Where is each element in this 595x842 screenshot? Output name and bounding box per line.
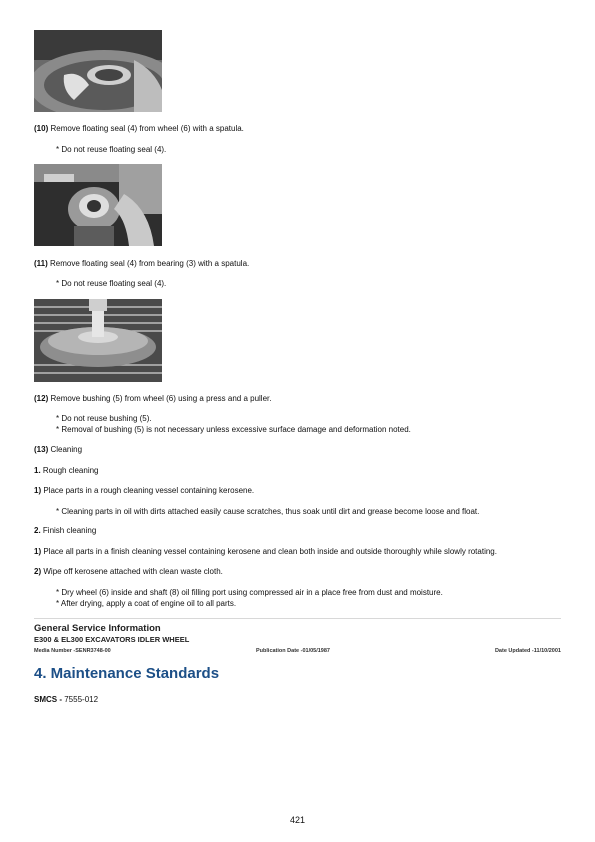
step-12 <box>34 394 561 404</box>
step-11 <box>34 259 561 269</box>
smcs-value: 7555-012 <box>64 695 99 704</box>
step-13 <box>34 445 561 455</box>
step-number: 2. <box>34 526 41 535</box>
note: * Do not reuse floating seal (4). <box>56 145 167 154</box>
step-text: Place all parts in a finish cleaning vessel containing kerosene and clean both inside and outside thoroughly while slowly rotating. <box>43 547 497 556</box>
step-text: Remove floating seal (4) from wheel (6) with a spatula. <box>50 124 244 133</box>
step-text: Wipe off kerosene attached with clean waste cloth. <box>43 567 223 576</box>
note: * After drying, apply a coat of engine oil to all parts. <box>56 599 237 608</box>
note: * Removal of bushing (5) is not necessary unless excessive surface damage and deformation noted. <box>56 425 411 434</box>
step-number: 1) <box>34 547 42 556</box>
note: * Do not reuse floating seal (4). <box>56 279 167 288</box>
step-text: Rough cleaning <box>42 466 99 475</box>
step-number: (12) <box>34 394 49 403</box>
date-updated: Date Updated -11/10/2001 <box>494 648 561 654</box>
cleaning-finish <box>34 526 561 536</box>
smcs-label: SMCS - <box>34 695 62 704</box>
step-number: (13) <box>34 445 49 454</box>
step-number: (11) <box>34 259 48 268</box>
step-10 <box>34 124 561 134</box>
photo-remove-seal-wheel <box>34 30 162 112</box>
cleaning-finish-1 <box>34 547 561 557</box>
photo-remove-bushing <box>34 299 162 382</box>
photo-remove-seal-bearing <box>34 164 162 246</box>
step-text: Cleaning <box>50 445 83 454</box>
step-text: Remove floating seal (4) from bearing (3) with a spatula. <box>50 259 250 268</box>
step-number: 1) <box>34 486 42 495</box>
step-text: Finish cleaning <box>42 526 97 535</box>
section-title: 4. Maintenance Standards <box>34 665 220 682</box>
note: * Do not reuse bushing (5). <box>56 414 152 423</box>
smcs-line <box>34 695 98 704</box>
cleaning-rough-1 <box>34 486 561 496</box>
step-text: Remove bushing (5) from wheel (6) using a press and a puller. <box>50 394 272 403</box>
publication-date: Publication Date -01/05/1987 <box>256 648 330 654</box>
step-number: 1. <box>34 466 41 475</box>
page-number: 421 <box>289 815 306 825</box>
media-number: Media Number -SENR3748-00 <box>34 648 111 654</box>
cleaning-finish-2 <box>34 567 561 577</box>
step-number: 2) <box>34 567 42 576</box>
cleaning-rough <box>34 466 561 476</box>
step-text: Place parts in a rough cleaning vessel containing kerosene. <box>43 486 255 495</box>
note: * Cleaning parts in oil with dirts attached easily cause scratches, thus soak until dirt and grease become loose and float. <box>56 507 480 516</box>
info-subtitle: E300 & EL300 EXCAVATORS IDLER WHEEL <box>34 635 190 644</box>
note: * Dry wheel (6) inside and shaft (8) oil filling port using compressed air in a place free from dust and moisture. <box>56 588 443 597</box>
info-title: General Service Information <box>34 623 161 634</box>
divider <box>34 618 561 619</box>
step-number: (10) <box>34 124 49 133</box>
